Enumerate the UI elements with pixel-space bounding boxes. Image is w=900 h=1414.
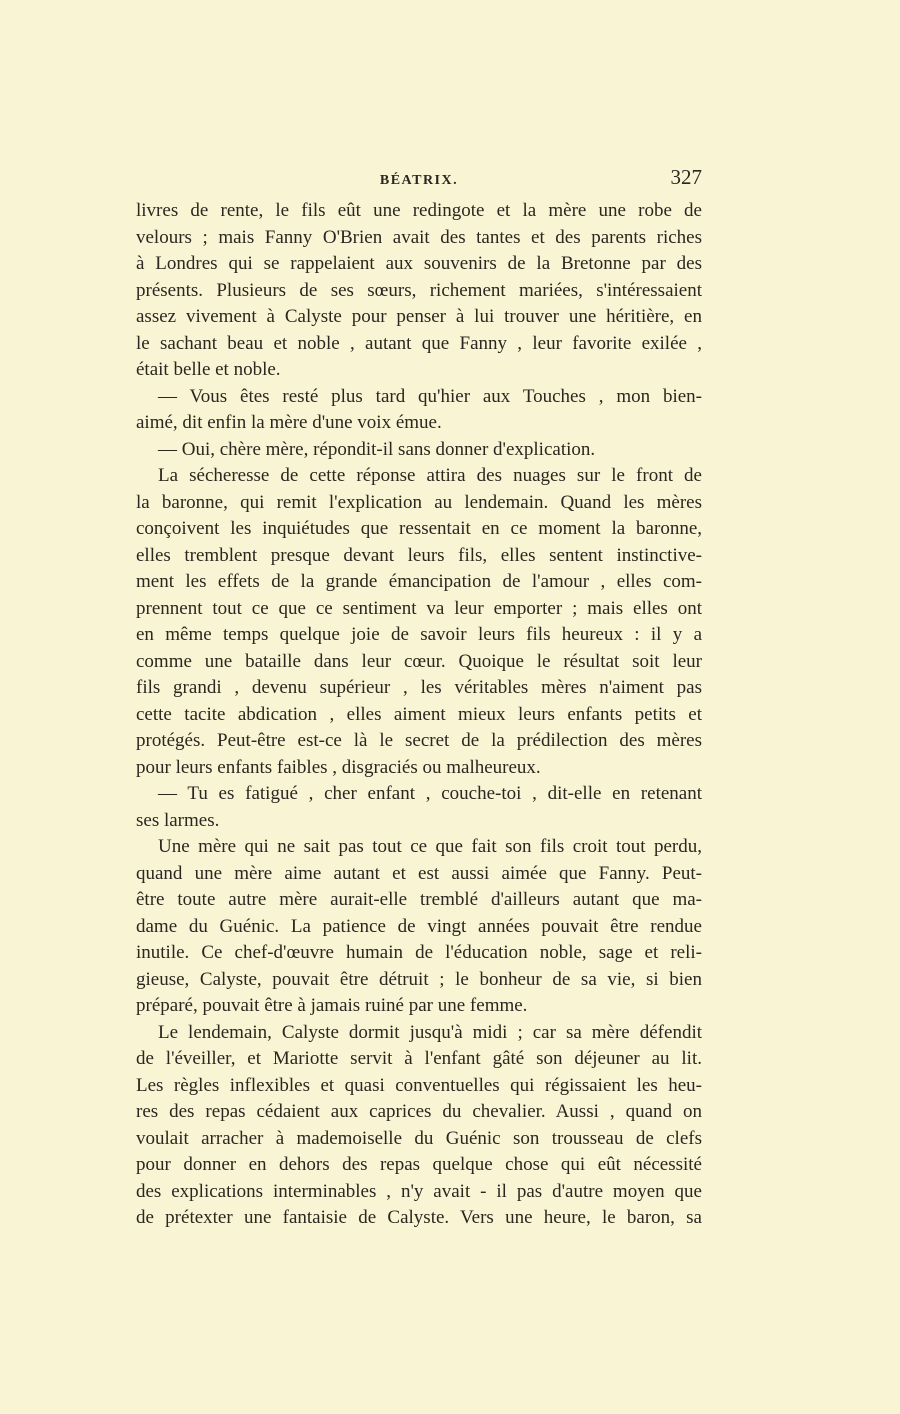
text-line: elles tremblent presque devant leurs fils, elles sentent instinctive- xyxy=(136,544,702,566)
text-line: velours ; mais Fanny O'Brien avait des tantes et des parents riches xyxy=(136,226,702,248)
text-line: assez vivement à Calyste pour penser à lui trouver une héritière, en xyxy=(136,306,702,327)
body-text xyxy=(136,198,702,1232)
text-line: livres de rente, le fils eût une redingote et la mère une robe de xyxy=(136,200,702,221)
text-line: être toute autre mère aurait-elle tremblé d'ailleurs autant que ma- xyxy=(136,889,702,910)
text-line: — Vous êtes resté plus tard qu'hier aux Touches , mon bien- xyxy=(158,385,702,407)
text-line: prennent tout ce que ce sentiment va leur emporter ; mais elles ont xyxy=(136,597,702,619)
text-line: fils grandi , devenu supérieur , les véritables mères n'aiment pas xyxy=(136,677,702,698)
text-line: de prétexter une fantaisie de Calyste. Vers une heure, le baron, sa xyxy=(136,1207,702,1228)
text-line: était belle et noble. xyxy=(136,359,281,380)
text-line: aimé, dit enfin la mère d'une voix émue. xyxy=(136,412,442,433)
text-line: pour donner en dehors des repas quelque chose qui eût nécessité xyxy=(136,1154,702,1175)
text-line: en même temps quelque joie de savoir leurs fils heureux : il y a xyxy=(136,624,702,645)
text-line: La sécheresse de cette réponse attira des nuages sur le front de xyxy=(158,465,702,486)
text-line: dame du Guénic. La patience de vingt années pouvait être rendue xyxy=(136,915,702,937)
text-line: présents. Plusieurs de ses sœurs, richement mariées, s'intéressaient xyxy=(136,279,702,301)
text-line: Les règles inflexibles et quasi conventuelles qui régissaient les heu- xyxy=(136,1074,702,1096)
text-line: conçoivent les inquiétudes que ressentait en ce moment la baronne, xyxy=(136,518,702,539)
text-line: inutile. Ce chef-d'œuvre humain de l'éducation noble, sage et reli- xyxy=(136,942,702,963)
text-line: Le lendemain, Calyste dormit jusqu'à midi ; car sa mère défendit xyxy=(158,1021,702,1043)
text-line: ment les effets de la grande émancipation de l'amour , elles com- xyxy=(136,571,702,592)
text-line: préparé, pouvait être à jamais ruiné par une femme. xyxy=(136,995,528,1016)
page-number: 327 xyxy=(670,165,702,189)
text-line: des explications interminables , n'y avait - il pas d'autre moyen que xyxy=(136,1180,702,1202)
running-title: BÉATRIX. xyxy=(379,173,459,188)
text-line: à Londres qui se rappelaient aux souvenirs de la Bretonne par des xyxy=(136,253,702,274)
text-line: pour leurs enfants faibles , disgraciés ou malheureux. xyxy=(136,756,541,778)
text-line: — Tu es fatigué , cher enfant , couche-toi , dit-elle en retenant xyxy=(158,783,702,804)
text-line: cette tacite abdication , elles aiment mieux leurs enfants petits et xyxy=(136,703,702,725)
text-line: de l'éveiller, et Mariotte servit à l'enfant gâté son déjeuner au lit. xyxy=(136,1048,702,1069)
text-line: ses larmes. xyxy=(136,809,220,831)
text-line: voulait arracher à mademoiselle du Guénic son trousseau de clefs xyxy=(136,1127,702,1149)
text-line: comme une bataille dans leur cœur. Quoique le résultat soit leur xyxy=(136,650,702,672)
text-line: res des repas cédaient aux caprices du chevalier. Aussi , quand on xyxy=(136,1101,702,1122)
text-line: la baronne, qui remit l'explication au lendemain. Quand les mères xyxy=(136,491,702,513)
page-header xyxy=(136,165,702,195)
text-line: le sachant beau et noble , autant que Fanny , leur favorite exilée , xyxy=(136,332,702,354)
text-line: quand une mère aime autant et est aussi aimée que Fanny. Peut- xyxy=(136,862,702,884)
text-line: — Oui, chère mère, répondit-il sans donner d'explication. xyxy=(158,438,596,460)
text-line: Une mère qui ne sait pas tout ce que fait son fils croit tout perdu, xyxy=(158,836,702,857)
text-line: gieuse, Calyste, pouvait être détruit ; le bonheur de sa vie, si bien xyxy=(136,968,702,990)
text-line: protégés. Peut-être est-ce là le secret de la prédilection des mères xyxy=(136,730,702,751)
